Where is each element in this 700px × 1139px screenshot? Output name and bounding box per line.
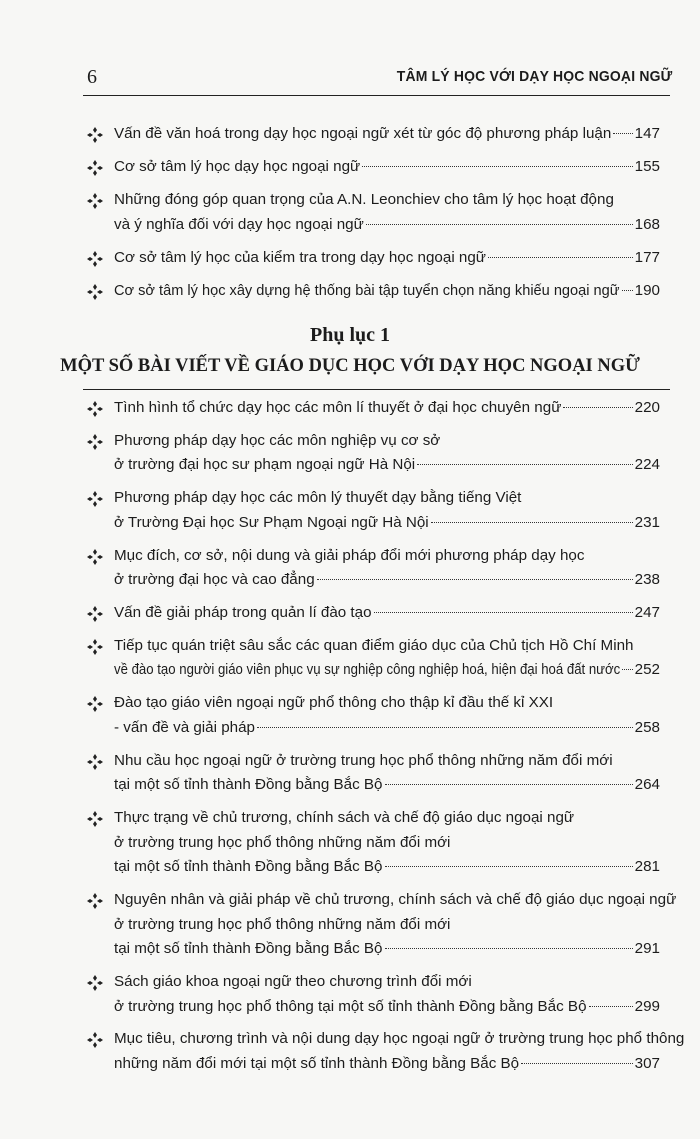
toc-page-number: 231 bbox=[634, 513, 660, 531]
section-rule bbox=[83, 389, 670, 390]
four-diamond-bullet-icon bbox=[86, 126, 104, 144]
toc-entry-text: ở trường đại học sư phạm ngoại ngữ Hà Nội bbox=[114, 456, 416, 474]
dot-leader bbox=[385, 866, 633, 867]
page-number: 6 bbox=[87, 66, 97, 88]
toc-entry-text: về đào tạo người giáo viên phục vụ sự nghiệp công nghiệp hoá, hiện đại hoá đất nước bbox=[114, 661, 621, 679]
four-diamond-bullet-icon bbox=[86, 490, 104, 508]
toc-entry-text: Phương pháp dạy học các môn lý thuyết dạy bằng tiếng Việt bbox=[114, 489, 522, 507]
four-diamond-bullet-icon bbox=[86, 605, 104, 623]
toc-entry-text: Vấn đề văn hoá trong dạy học ngoại ngữ xét từ góc độ phương pháp luận bbox=[114, 125, 612, 142]
toc-page-number: 252 bbox=[634, 661, 660, 679]
toc-entry-text: Đào tạo giáo viên ngoại ngữ phổ thông cho thập kỉ đầu thế kỉ XXI bbox=[114, 694, 554, 712]
four-diamond-bullet-icon bbox=[86, 159, 104, 177]
four-diamond-bullet-icon bbox=[86, 638, 104, 656]
toc-entry-text: Nhu cầu học ngoại ngữ ở trường trung học phổ thông những năm đổi mới bbox=[114, 751, 613, 769]
toc-entry-text: Cơ sở tâm lý học xây dựng hệ thống bài tập tuyển chọn năng khiếu ngoại ngữ bbox=[114, 281, 620, 299]
dot-leader bbox=[417, 464, 632, 465]
toc-page-number: 168 bbox=[634, 215, 660, 233]
toc-page-number: 190 bbox=[634, 281, 660, 299]
header-rule bbox=[83, 95, 670, 96]
toc-page-number: 299 bbox=[634, 997, 660, 1015]
toc-page-number: 220 bbox=[634, 399, 660, 416]
four-diamond-bullet-icon bbox=[86, 433, 104, 451]
toc-entry-text: tại một số tỉnh thành Đồng bằng Bắc Bộ bbox=[114, 858, 383, 876]
four-diamond-bullet-icon bbox=[86, 753, 104, 771]
four-diamond-bullet-icon bbox=[86, 548, 104, 566]
toc-entry-text: Cơ sở tâm lý học dạy học ngoại ngữ bbox=[114, 158, 361, 175]
toc-entry-text: ở Trường Đại học Sư Phạm Ngoại ngữ Hà Nội bbox=[114, 513, 429, 531]
toc-entry-text: ở trường trung học phổ thông những năm đổi mới bbox=[114, 833, 451, 851]
four-diamond-bullet-icon bbox=[86, 400, 104, 418]
toc-page-number: 247 bbox=[634, 604, 660, 621]
toc-entry-text: Mục tiêu, chương trình và nội dung dạy học ngoại ngữ ở trường trung học phổ thông bbox=[114, 1030, 685, 1048]
toc-entry-text: Nguyên nhân và giải pháp về chủ trương, chính sách và chế độ giáo dục ngoại ngữ bbox=[114, 891, 677, 908]
four-diamond-bullet-icon bbox=[86, 192, 104, 210]
toc-entry-text: Vấn đề giải pháp trong quản lí đào tạo bbox=[114, 604, 372, 621]
four-diamond-bullet-icon bbox=[86, 974, 104, 992]
dot-leader bbox=[362, 166, 632, 167]
toc-entry-text: những năm đổi mới tại một số tỉnh thành Đồng bằng Bắc Bộ bbox=[114, 1054, 520, 1072]
dot-leader bbox=[613, 133, 632, 134]
toc-entry-text: ở trường đại học và cao đẳng bbox=[114, 571, 315, 589]
toc-entry-text: Tình hình tổ chức dạy học các môn lí thuyết ở đại học chuyên ngữ bbox=[114, 399, 562, 416]
toc-entry-text: Tiếp tục quán triệt sâu sắc các quan điểm giáo dục của Chủ tịch Hồ Chí Minh bbox=[114, 636, 634, 654]
toc-page-number: 281 bbox=[634, 858, 660, 876]
toc-page-number: 224 bbox=[634, 456, 660, 474]
running-head: TÂM LÝ HỌC VỚI DẠY HỌC NGOẠI NGỮ bbox=[396, 68, 672, 85]
dot-leader bbox=[622, 669, 633, 670]
dot-leader bbox=[431, 522, 633, 523]
toc-entry-text: tại một số tỉnh thành Đồng bằng Bắc Bộ bbox=[114, 776, 383, 794]
four-diamond-bullet-icon bbox=[86, 250, 104, 268]
dot-leader bbox=[257, 727, 633, 728]
dot-leader bbox=[385, 948, 633, 949]
toc-page-number: 291 bbox=[634, 940, 660, 958]
dot-leader bbox=[317, 579, 633, 580]
toc-page-number: 258 bbox=[634, 718, 660, 736]
toc-entry-text: Thực trạng về chủ trương, chính sách và chế độ giáo dục ngoại ngữ bbox=[114, 809, 575, 826]
toc-entry-text: Sách giáo khoa ngoại ngữ theo chương trình đổi mới bbox=[114, 973, 472, 990]
four-diamond-bullet-icon bbox=[86, 283, 104, 301]
toc-entry-text: tại một số tỉnh thành Đồng bằng Bắc Bộ bbox=[114, 940, 383, 958]
toc-entry-text: - vấn đề và giải pháp bbox=[114, 718, 256, 736]
toc-entry-text: Những đóng góp quan trọng của A.N. Leonchiev cho tâm lý học hoạt động bbox=[114, 191, 614, 208]
toc-entry-text: Mục đích, cơ sở, nội dung và giải pháp đổi mới phương pháp dạy học bbox=[114, 546, 585, 564]
section-title: MỘT SỐ BÀI VIẾT VỀ GIÁO DỤC HỌC VỚI DẠY HỌC NGOẠI NGỮ bbox=[60, 356, 640, 376]
four-diamond-bullet-icon bbox=[86, 695, 104, 713]
four-diamond-bullet-icon bbox=[86, 1031, 104, 1049]
dot-leader bbox=[589, 1006, 633, 1007]
dot-leader bbox=[521, 1063, 633, 1064]
toc-entry-text: Phương pháp dạy học các môn nghiệp vụ cơ sở bbox=[114, 431, 441, 449]
toc-page-number: 177 bbox=[634, 248, 660, 266]
toc-page-number: 155 bbox=[634, 158, 660, 175]
dot-leader bbox=[366, 224, 633, 225]
four-diamond-bullet-icon bbox=[86, 892, 104, 910]
toc-entry-text: Cơ sở tâm lý học của kiểm tra trong dạy học ngoại ngữ bbox=[114, 248, 486, 266]
dot-leader bbox=[385, 784, 633, 785]
toc-page-number: 147 bbox=[634, 125, 660, 142]
toc-page-number: 264 bbox=[634, 776, 660, 794]
dot-leader bbox=[563, 407, 632, 408]
toc-page-number: 307 bbox=[634, 1054, 660, 1072]
toc-page-number: 238 bbox=[634, 571, 660, 589]
dot-leader bbox=[488, 257, 633, 258]
four-diamond-bullet-icon bbox=[86, 810, 104, 828]
toc-entry-text: ở trường trung học phổ thông những năm đổi mới bbox=[114, 915, 451, 933]
toc-entry-text: ở trường trung học phổ thông tại một số tỉnh thành Đồng bằng Bắc Bộ bbox=[114, 997, 587, 1015]
toc-entry-text: và ý nghĩa đối với dạy học ngoại ngữ bbox=[114, 215, 364, 233]
section-label: Phụ lục 1 bbox=[309, 324, 391, 346]
dot-leader bbox=[374, 612, 633, 613]
dot-leader bbox=[622, 290, 633, 291]
